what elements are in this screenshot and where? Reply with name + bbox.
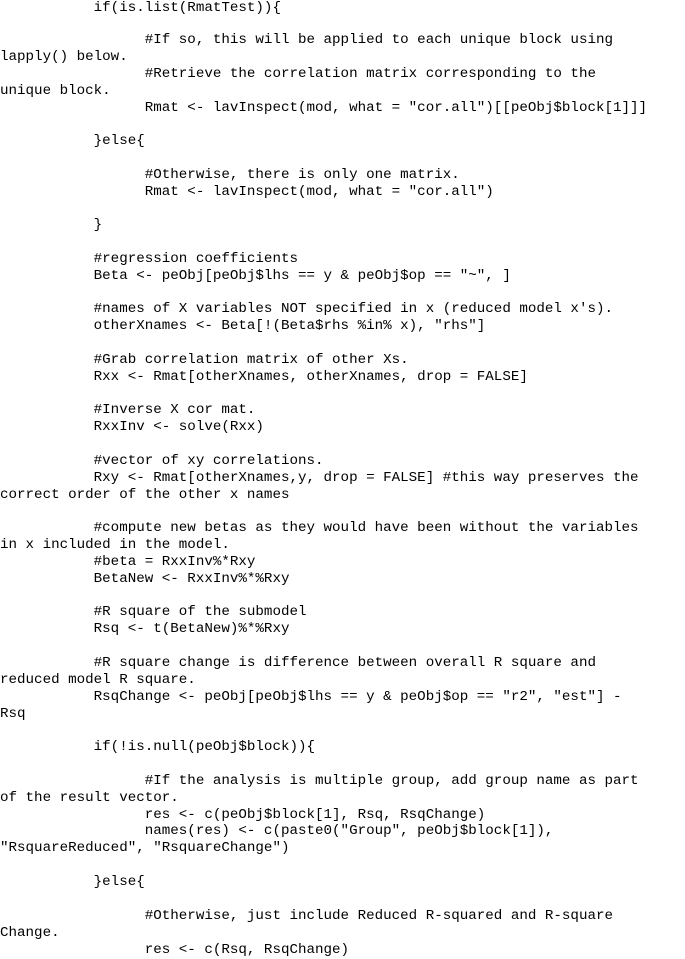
code-line: #R square of the submodel xyxy=(0,604,307,620)
code-line: RsqChange <- peObj[peObj$lhs == y & peObj$op == "r2", "est"] - xyxy=(0,689,622,705)
code-line: correct order of the other x names xyxy=(0,487,290,503)
code-line: lapply() below. xyxy=(0,49,128,65)
code-line: Rmat <- lavInspect(mod, what = "cor.all") xyxy=(0,184,494,200)
code-line: #Otherwise, just include Reduced R-squared and R-square xyxy=(0,908,613,924)
code-line: }else{ xyxy=(0,874,145,890)
code-line: #beta = RxxInv%*Rxy xyxy=(0,554,256,570)
code-line: BetaNew <- RxxInv%*%Rxy xyxy=(0,571,290,587)
code-line: unique block. xyxy=(0,83,111,99)
code-line: #Retrieve the correlation matrix corresponding to the xyxy=(0,66,596,82)
code-line: #Grab correlation matrix of other Xs. xyxy=(0,352,409,368)
code-line: #R square change is difference between overall R square and xyxy=(0,655,596,671)
code-line: Rxx <- Rmat[otherXnames, otherXnames, drop = FALSE] xyxy=(0,369,528,385)
code-line: res <- c(peObj$block[1], Rsq, RsqChange) xyxy=(0,807,486,823)
code-line: res <- c(Rsq, RsqChange) xyxy=(0,942,350,958)
code-line: } xyxy=(0,217,103,233)
code-line: if(!is.null(peObj$block)){ xyxy=(0,739,316,755)
code-line: #Otherwise, there is only one matrix. xyxy=(0,167,460,183)
code-line: #If so, this will be applied to each unique block using xyxy=(0,32,613,48)
code-line: Rsq <- t(BetaNew)%*%Rxy xyxy=(0,621,290,637)
code-line: Rxy <- Rmat[otherXnames,y, drop = FALSE] #this way preserves the xyxy=(0,470,639,486)
code-line: reduced model R square. xyxy=(0,672,196,688)
code-line: of the result vector. xyxy=(0,790,179,806)
code-line: #names of X variables NOT specified in x (reduced model x's). xyxy=(0,301,613,317)
code-line: "RsquareReduced", "RsquareChange") xyxy=(0,840,290,856)
code-line: Beta <- peObj[peObj$lhs == y & peObj$op == "~", ] xyxy=(0,268,511,284)
code-line: names(res) <- c(paste0("Group", peObj$block[1]), xyxy=(0,823,554,839)
code-line: in x included in the model. xyxy=(0,537,230,553)
code-line: }else{ xyxy=(0,133,145,149)
code-line: Rsq xyxy=(0,706,26,722)
code-line: Rmat <- lavInspect(mod, what = "cor.all")[[peObj$block[1]]] xyxy=(0,100,648,116)
code-line: Change. xyxy=(0,925,60,941)
code-line: if(is.list(RmatTest)){ xyxy=(0,0,281,16)
code-line: #If the analysis is multiple group, add group name as part xyxy=(0,773,639,789)
code-line: RxxInv <- solve(Rxx) xyxy=(0,419,264,435)
code-line: #Inverse X cor mat. xyxy=(0,402,256,418)
code-line: #vector of xy correlations. xyxy=(0,453,324,469)
code-line: #regression coefficients xyxy=(0,251,298,267)
code-line: #compute new betas as they would have been without the variables xyxy=(0,520,639,536)
code-line: otherXnames <- Beta[!(Beta$rhs %in% x), "rhs"] xyxy=(0,318,486,334)
